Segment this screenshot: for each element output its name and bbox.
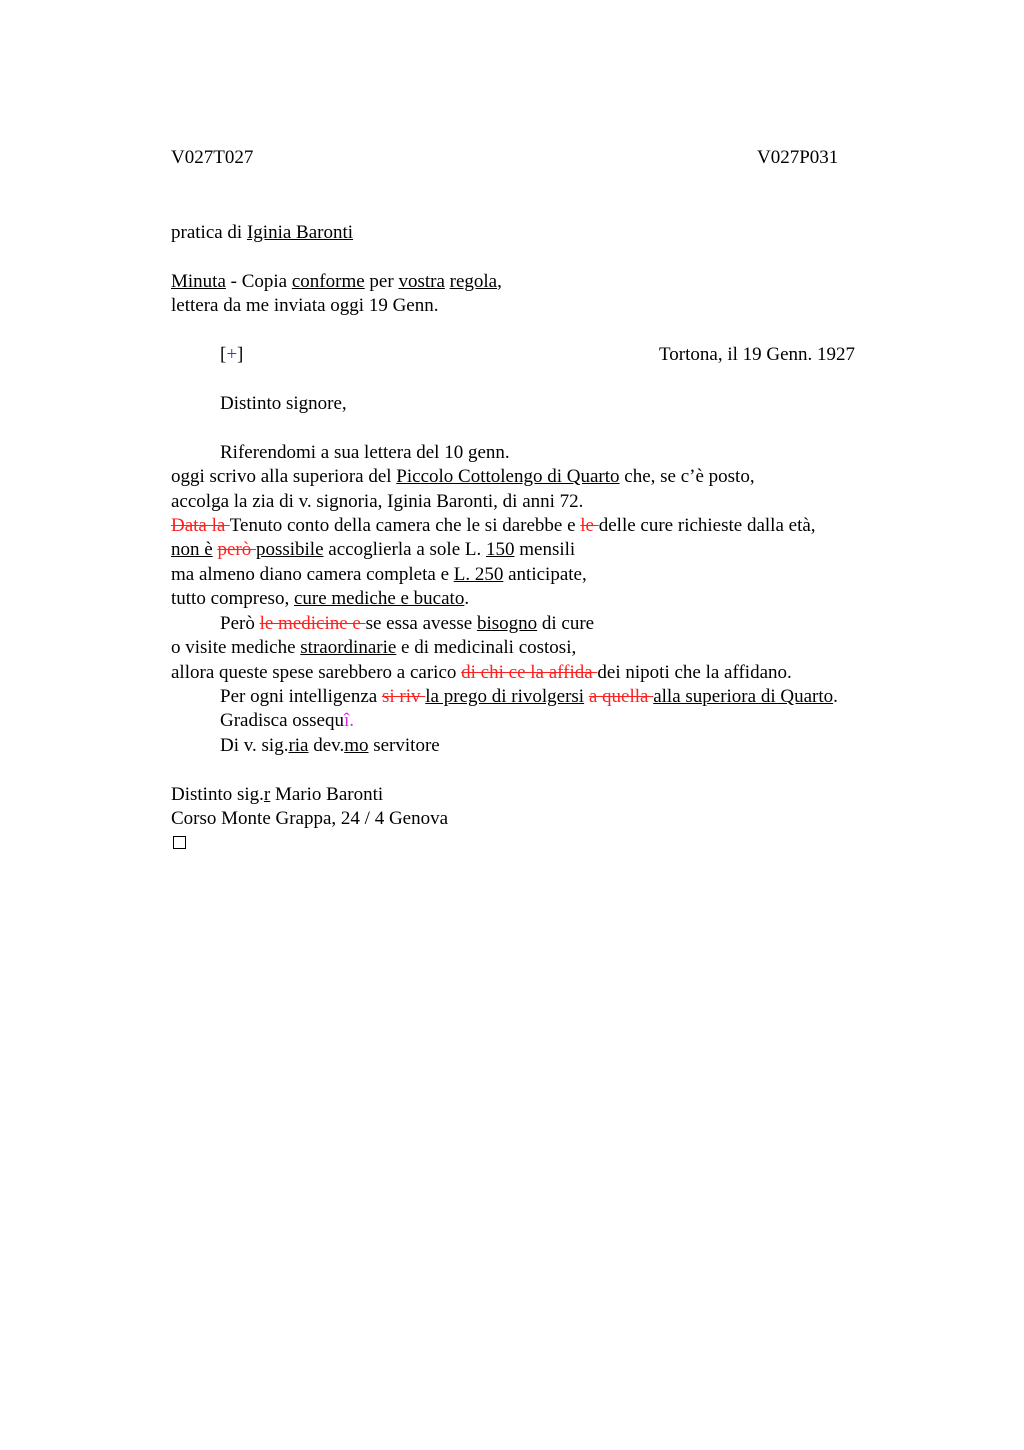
- body-line-10: allora queste spese sarebbero a carico di chi ce la affida dei nipoti che la affidano.: [171, 662, 792, 683]
- checkbox-square-icon: [173, 836, 186, 849]
- salutation: Distinto signore,: [220, 393, 347, 414]
- right-code: V027P031: [757, 147, 839, 168]
- address-line-1: Distinto sig.r Mario Baronti: [171, 784, 384, 805]
- place-date: Tortona, il 19 Genn. 1927: [659, 344, 856, 365]
- body-line-8: Però le medicine e se essa avesse bisogno di cure: [220, 613, 595, 634]
- body-line-13: Di v. sig.ria dev.mo servitore: [220, 735, 440, 756]
- pratica-name: Iginia Baronti: [246, 222, 354, 243]
- body-line-12: Gradisca ossequî.: [220, 710, 355, 731]
- minuta-line: Minuta - Copia conforme per vostra regola,: [171, 271, 502, 292]
- left-code: V027T027: [171, 147, 254, 168]
- body-line-1: Riferendomi a sua lettera del 10 genn.: [220, 442, 510, 463]
- body-line-3: accolga la zia di v. signoria, Iginia Baronti, di anni 72.: [171, 491, 584, 512]
- pratica-line: pratica di Iginia Baronti: [171, 222, 354, 243]
- plus-icon: +: [226, 344, 238, 365]
- body-line-2: oggi scrivo alla superiora del Piccolo Cottolengo di Quarto che, se c’è posto,: [171, 466, 755, 487]
- address-line-2: Corso Monte Grappa, 24 / 4 Genova: [171, 808, 449, 829]
- body-line-4: Data la Tenuto conto della camera che le si darebbe e le delle cure richieste dalla età,: [171, 515, 816, 536]
- body-line-11: Per ogni intelligenza si riv la prego di rivolgersi a quella alla superiora di Quarto.: [220, 686, 838, 707]
- minuta-line-2: lettera da me inviata oggi 19 Genn.: [171, 295, 439, 316]
- body-line-7: tutto compreso, cure mediche e bucato.: [171, 588, 470, 609]
- body-line-6: ma almeno diano camera completa e L. 250 anticipate,: [171, 564, 587, 585]
- body-line-5: non è però possibile accoglierla a sole L. 150 mensili: [171, 539, 576, 560]
- cross-mark: [+]: [220, 344, 244, 365]
- body-line-9: o visite mediche straordinarie e di medicinali costosi,: [171, 637, 577, 658]
